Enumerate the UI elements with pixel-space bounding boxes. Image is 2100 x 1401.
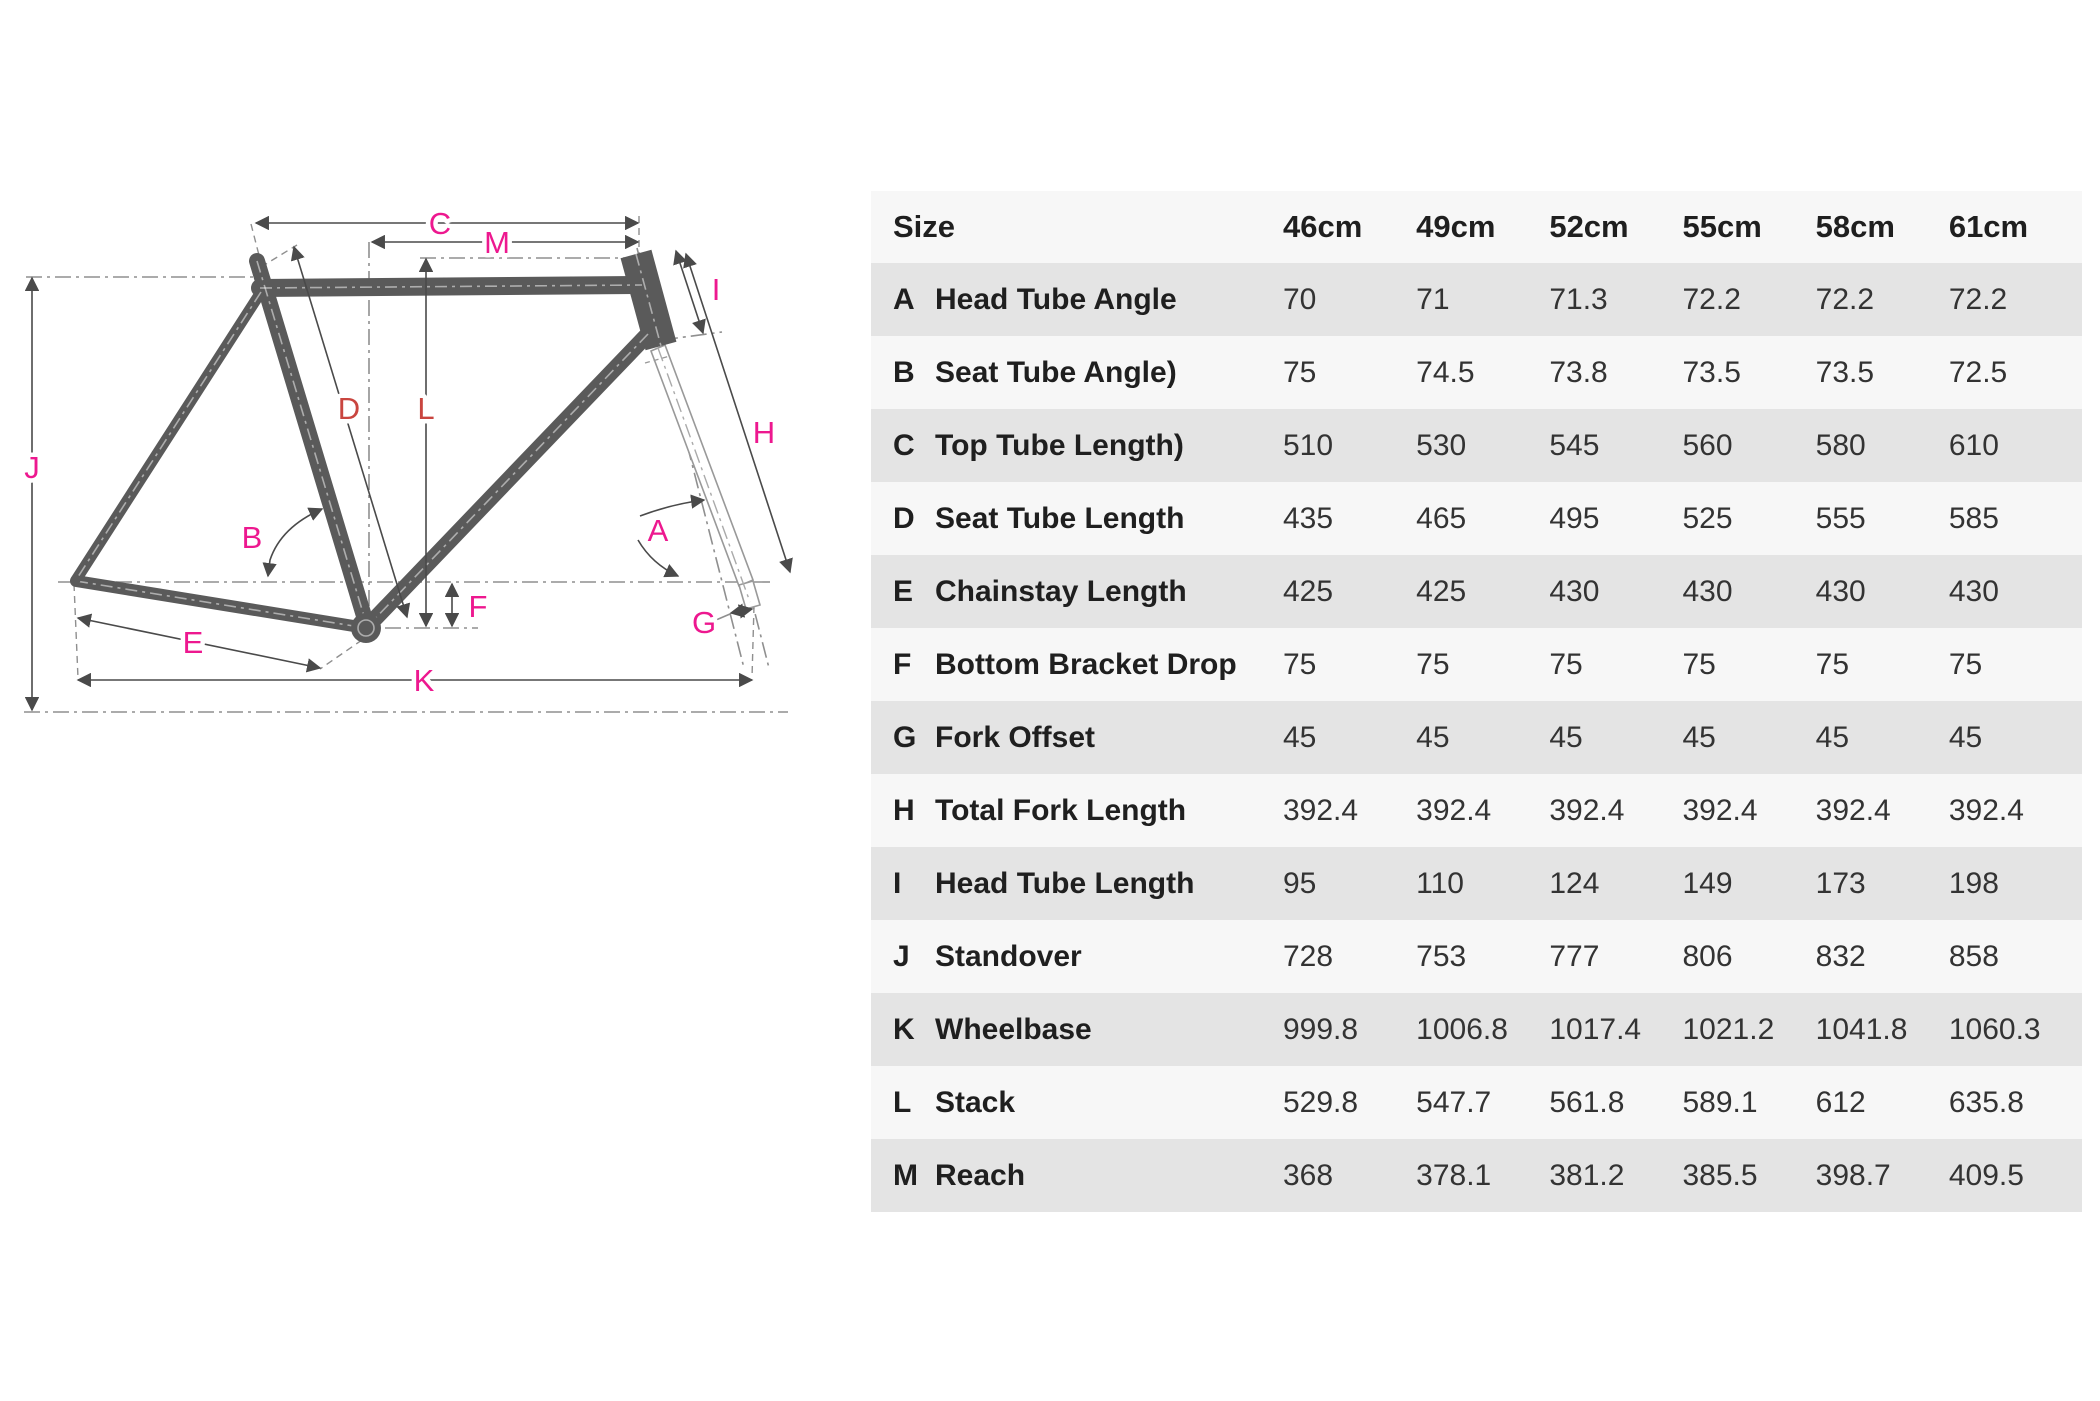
row-value: 378.1 [1416, 1158, 1492, 1192]
row-value: 75 [1416, 647, 1450, 681]
row-value: 110 [1416, 866, 1464, 900]
row-value: 72.2 [1815, 282, 1875, 316]
dim-label-I: I [711, 272, 721, 307]
row-name: Standover [935, 939, 1082, 973]
row-value: 72.5 [1948, 355, 2008, 389]
row-value: 465 [1416, 501, 1467, 535]
row-value: 409.5 [1948, 1158, 2024, 1192]
row-label-cell [871, 1086, 1283, 1120]
row-label-cell [871, 502, 1283, 536]
row-value: 425 [1416, 574, 1467, 608]
row-value: 392.4 [1549, 793, 1625, 827]
row-value: 74.5 [1416, 355, 1475, 389]
row-value: 381.2 [1549, 1158, 1625, 1192]
row-name: Reach [935, 1158, 1026, 1192]
row-value: 612 [1815, 1085, 1866, 1119]
row-value: 545 [1549, 428, 1600, 462]
dim-label-H: H [752, 415, 776, 450]
row-value: 585 [1948, 501, 1999, 535]
row-value: 392.4 [1416, 793, 1492, 827]
row-letter: B [893, 355, 915, 389]
dim-label-J: J [24, 450, 40, 485]
row-label-cell [871, 575, 1283, 609]
table-row [871, 1139, 2082, 1212]
geometry-table [871, 191, 2082, 1212]
geometry-table-body [871, 263, 2082, 1212]
column-header: 61cm [1948, 209, 2029, 244]
row-value: 529.8 [1283, 1085, 1359, 1119]
dim-label-L: L [417, 391, 435, 426]
row-name: Fork Offset [935, 720, 1096, 754]
row-value: 368 [1283, 1158, 1334, 1192]
row-value: 71.3 [1549, 282, 1608, 316]
row-label-cell [871, 1013, 1283, 1047]
row-value: 75 [1283, 647, 1317, 681]
column-header: 55cm [1682, 209, 1762, 244]
row-letter: M [893, 1158, 918, 1192]
row-value: 392.4 [1948, 793, 2024, 827]
row-value: 555 [1815, 501, 1866, 535]
row-letter: A [893, 282, 915, 316]
row-value: 610 [1948, 428, 1999, 462]
row-name: Top Tube Length) [935, 428, 1184, 462]
row-letter: K [893, 1012, 915, 1046]
row-value: 999.8 [1283, 1012, 1359, 1046]
row-value: 547.7 [1416, 1085, 1492, 1119]
table-row [871, 993, 2082, 1066]
row-value: 495 [1549, 501, 1600, 535]
dim-label-G: G [691, 605, 717, 640]
dim-label-C: C [428, 206, 452, 241]
row-value: 1017.4 [1549, 1012, 1642, 1046]
row-value: 73.5 [1682, 355, 1741, 389]
row-value: 75 [1549, 647, 1583, 681]
row-value: 75 [1815, 647, 1850, 681]
column-header: 46cm [1283, 209, 1363, 244]
row-name: Bottom Bracket Drop [935, 647, 1237, 681]
row-value: 580 [1815, 428, 1866, 462]
row-value: 45 [1416, 720, 1450, 754]
row-letter: G [893, 720, 917, 754]
row-value: 73.5 [1815, 355, 1875, 389]
row-value: 70 [1283, 282, 1317, 316]
table-row [871, 555, 2082, 628]
row-value: 1060.3 [1948, 1012, 2041, 1046]
table-row [871, 701, 2082, 774]
row-name: Seat Tube Length [935, 501, 1185, 535]
row-value: 430 [1682, 574, 1733, 608]
row-value: 510 [1283, 428, 1334, 462]
row-value: 806 [1682, 939, 1733, 973]
row-value: 392.4 [1815, 793, 1891, 827]
row-value: 435 [1283, 501, 1334, 535]
row-label-cell [871, 429, 1283, 463]
row-value: 398.7 [1815, 1158, 1891, 1192]
row-value: 560 [1682, 428, 1733, 462]
row-letter: F [893, 647, 912, 681]
row-value: 124 [1549, 866, 1600, 900]
row-letter: J [893, 939, 910, 973]
row-name: Head Tube Angle [935, 282, 1177, 316]
row-label-cell [871, 648, 1283, 682]
row-value: 45 [1815, 720, 1850, 754]
row-value: 753 [1416, 939, 1467, 973]
row-value: 198 [1948, 866, 1999, 900]
row-value: 45 [1682, 720, 1716, 754]
row-value: 75 [1948, 647, 1983, 681]
table-row [871, 774, 2082, 847]
row-value: 73.8 [1549, 355, 1608, 389]
row-value: 72.2 [1682, 282, 1741, 316]
row-letter: D [893, 501, 915, 535]
row-value: 832 [1815, 939, 1866, 973]
row-value: 430 [1948, 574, 1999, 608]
dim-label-D: D [337, 391, 361, 426]
dim-label-F: F [468, 589, 488, 624]
column-header: 49cm [1416, 209, 1496, 244]
row-label-cell [871, 721, 1283, 755]
dim-label-A: A [647, 513, 669, 548]
dim-label-B: B [241, 520, 263, 555]
row-value: 72.2 [1948, 282, 2008, 316]
table-row [871, 482, 2082, 555]
row-name: Total Fork Length [935, 793, 1187, 827]
row-value: 858 [1948, 939, 1999, 973]
table-row [871, 847, 2082, 920]
table-row [871, 920, 2082, 993]
row-value: 95 [1283, 866, 1317, 900]
row-value: 71 [1416, 282, 1450, 316]
row-letter: I [893, 866, 902, 900]
row-value: 561.8 [1549, 1085, 1625, 1119]
row-letter: H [893, 793, 915, 827]
row-label-cell [871, 867, 1283, 901]
column-header: 58cm [1815, 209, 1895, 244]
row-name: Wheelbase [935, 1012, 1092, 1046]
row-letter: C [893, 428, 915, 462]
row-label-cell [871, 794, 1283, 828]
row-label-cell [871, 356, 1283, 390]
column-header: 52cm [1549, 209, 1629, 244]
row-value: 385.5 [1682, 1158, 1758, 1192]
row-name: Chainstay Length [935, 574, 1187, 608]
row-value: 425 [1283, 574, 1334, 608]
row-value: 728 [1283, 939, 1334, 973]
row-name: Stack [935, 1085, 1016, 1119]
row-value: 430 [1815, 574, 1866, 608]
dim-label-M: M [484, 225, 510, 260]
row-value: 45 [1948, 720, 1983, 754]
dim-label-K: K [413, 663, 435, 698]
table-row [871, 263, 2082, 336]
row-value: 1021.2 [1682, 1012, 1775, 1046]
row-label-cell [871, 283, 1283, 317]
row-value: 589.1 [1682, 1085, 1758, 1119]
table-header-row [871, 191, 2082, 263]
row-value: 1041.8 [1815, 1012, 1908, 1046]
table-row [871, 628, 2082, 701]
row-value: 430 [1549, 574, 1600, 608]
row-value: 45 [1549, 720, 1583, 754]
row-value: 1006.8 [1416, 1012, 1508, 1046]
row-value: 777 [1549, 939, 1600, 973]
table-row [871, 409, 2082, 482]
row-label-cell [871, 940, 1283, 974]
row-name: Head Tube Length [935, 866, 1195, 900]
row-value: 75 [1283, 355, 1317, 389]
table-row [871, 1066, 2082, 1139]
row-value: 75 [1682, 647, 1716, 681]
row-letter: E [893, 574, 914, 608]
row-value: 530 [1416, 428, 1467, 462]
table-row [871, 336, 2082, 409]
dim-label-E: E [182, 625, 204, 660]
row-label-cell [871, 1159, 1283, 1193]
row-value: 392.4 [1682, 793, 1758, 827]
row-value: 45 [1283, 720, 1317, 754]
row-letter: L [893, 1085, 912, 1119]
fork-outline [641, 341, 760, 609]
row-name: Seat Tube Angle) [935, 355, 1177, 389]
row-value: 173 [1815, 866, 1866, 900]
frame-geometry-diagram [0, 120, 860, 800]
row-value: 392.4 [1283, 793, 1359, 827]
row-value: 525 [1682, 501, 1733, 535]
row-value: 635.8 [1948, 1085, 2024, 1119]
row-value: 149 [1682, 866, 1733, 900]
size-column-header: Size [893, 209, 956, 244]
